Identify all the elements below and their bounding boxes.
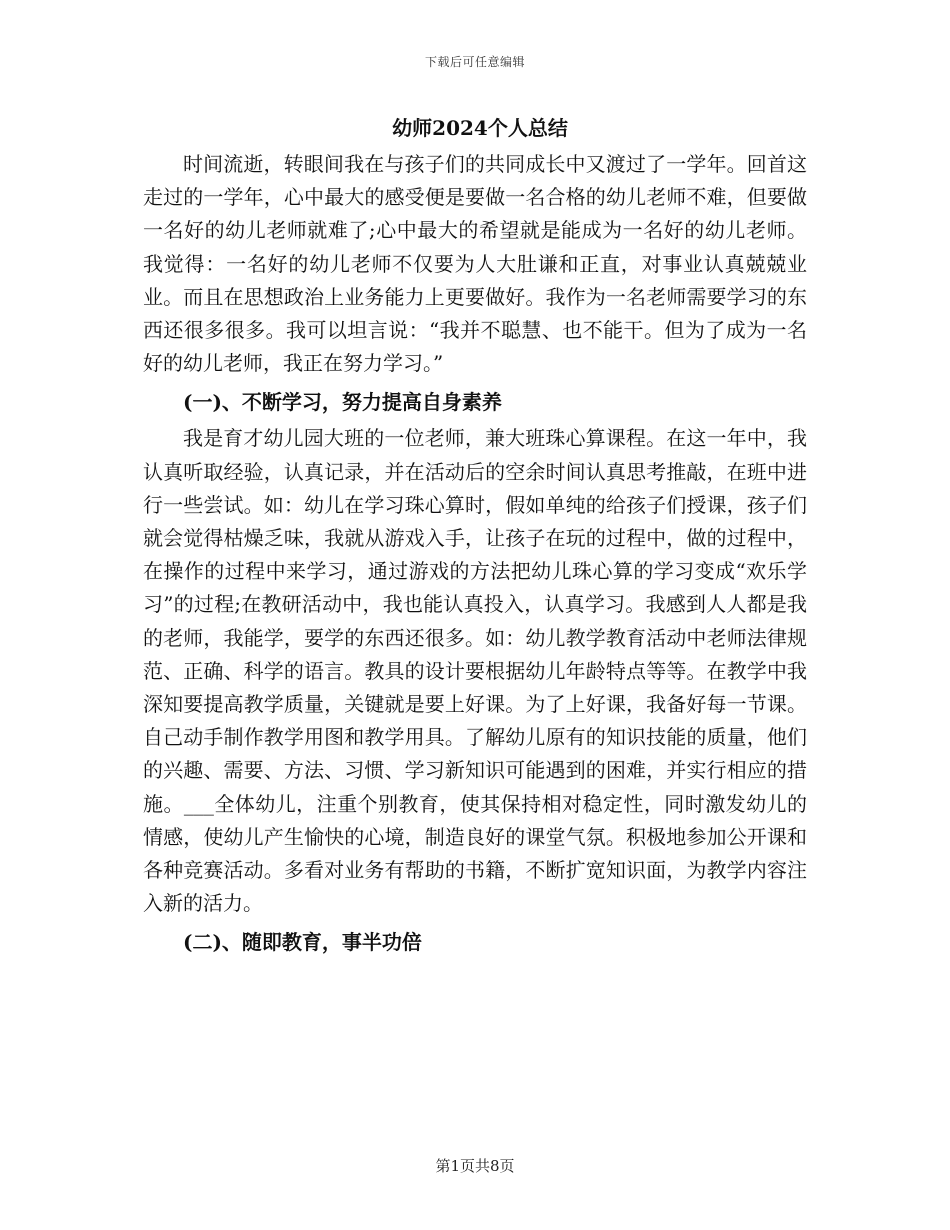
document-title: 幼师2024个人总结 — [392, 116, 568, 140]
document-body — [143, 108, 807, 962]
section-heading-1: (一)、不断学习，努力提高自身素养 — [183, 390, 502, 415]
page-header-note: 下载后可任意编辑 — [424, 55, 525, 69]
page-number: 第1页共8页 — [435, 1157, 515, 1175]
section-1-paragraph: 我是育才幼儿园大班的一位老师，兼大班珠心算课程。在这一年中，我认真听取经验，认真记录，并在活动后的空余时间认真思考推敲，在班中进行一些尝试。如：幼儿在学习珠心算时，假如单纯的给孩子们授课，孩子们就会觉得枯燥乏味，我就从游戏入手，让孩子在玩的过程中，做的过程中，在操作的过程中来学习，通过游戏的方法把幼儿珠心算的学习变成“欢乐学习”的过程;在教研活动中，我也能认真投入，认真学习。我感到人人都是我的老师，我能学，要学的东西还很多。如：幼儿教学教育活动中老师法律规范、正确、科学的语言。教具的设计要根据幼儿年龄特点等等。在教学中我深知要提高教学质量，关键就是要上好课。为了上好课，我备好每一节课。自己动手制作教学用图和教学用具。了解幼儿原有的知识技能的质量，他们的兴趣、需要、方法、习惯、学习新知识可能遇到的困难，并实行相应的措施。___全体幼儿，注重个别教育，使其保持相对稳定性，同时激发幼儿的情感，使幼儿产生愉快的心境，制造良好的课堂气氛。积极地参加公开课和各种竞赛活动。多看对业务有帮助的书籍，不断扩宽知识面，为教学内容注入新的活力。 — [143, 426, 807, 916]
intro-paragraph: 时间流逝，转眼间我在与孩子们的共同成长中又渡过了一学年。回首这走过的一学年，心中最大的感受便是要做一名合格的幼儿老师不难，但要做一名好的幼儿老师就难了;心中最大的希望就是能成为一名好的幼儿老师。我觉得：一名好的幼儿老师不仅要为人大肚谦和正直，对事业认真兢兢业业。而且在思想政治上业务能力上更要做好。我作为一名老师需要学习的东西还很多很多。我可以坦言说：“我并不聪慧、也不能干。但为了成为一名好的幼儿老师，我正在努力学习。” — [143, 152, 807, 376]
section-heading-2: (二)、随即教育，事半功倍 — [183, 930, 422, 955]
